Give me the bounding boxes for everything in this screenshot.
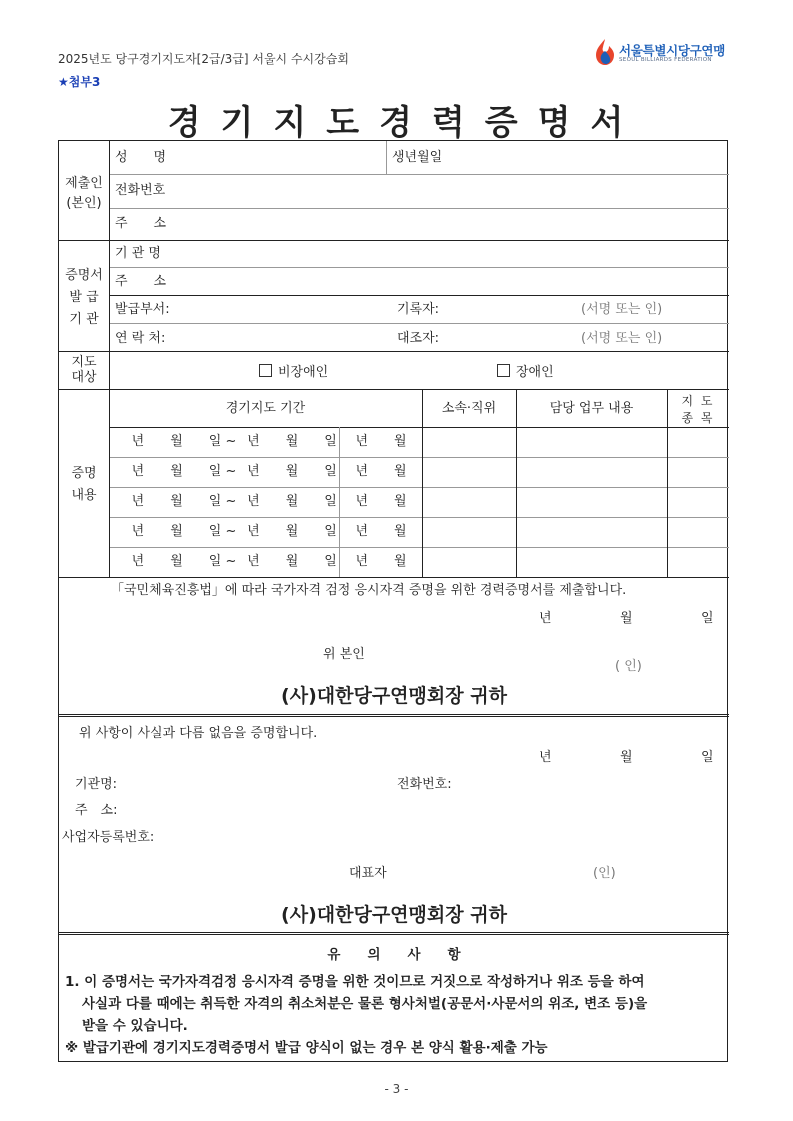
career-row-length: 년 월 bbox=[355, 524, 407, 539]
declaration-month: 월 bbox=[620, 611, 633, 626]
declaration-year: 년 bbox=[539, 611, 552, 626]
issuer-address-label: 주 소 bbox=[115, 274, 167, 289]
phone-label: 전화번호 bbox=[115, 183, 166, 198]
duties-header: 담당 업무 내용 bbox=[549, 401, 634, 416]
declaration-recipient: (사)대한당구연맹회장 귀하 bbox=[281, 685, 507, 707]
page-number: - 3 - bbox=[384, 1082, 409, 1096]
career-row-from: 년 월 일 ~ bbox=[131, 434, 237, 449]
declaration-signer: 위 본인 bbox=[323, 647, 365, 662]
address-label: 주 소 bbox=[115, 216, 167, 231]
period-header: 경기지도 기간 bbox=[225, 401, 306, 416]
contact-label: 연 락 처: bbox=[115, 331, 166, 346]
logo-name: 서울특별시당구연맹 bbox=[619, 43, 725, 58]
declaration-day: 일 bbox=[701, 611, 714, 626]
career-row-length: 년 월 bbox=[355, 494, 407, 509]
declaration-seal: ( 인) bbox=[615, 659, 642, 674]
attachment-label: ★첨부3 bbox=[58, 75, 101, 89]
checker-sign-hint: (서명 또는 인) bbox=[581, 331, 663, 346]
document-title: 경기지도경력증명서 bbox=[167, 103, 644, 143]
cert-representative-label: 대표자 bbox=[349, 866, 387, 881]
notes-item1-line1: 1. 이 증명서는 국가자격검정 응시자격 증명을 위한 것이므로 거짓으로 작성하거나 위조 등을 하여 bbox=[65, 974, 645, 990]
cert-biz-no-label: 사업자등록번호: bbox=[62, 830, 155, 845]
option-disabled[interactable]: 장애인 bbox=[497, 364, 554, 379]
writer-sign-hint: (서명 또는 인) bbox=[581, 302, 663, 317]
position-header: 소속·직위 bbox=[441, 401, 497, 416]
document-header-text: 2025년도 당구경기지도자[2급/3급] 서울시 수시강습회 bbox=[58, 52, 349, 66]
cert-org-label: 기관명: bbox=[75, 777, 118, 792]
career-section-label: 증명 내용 bbox=[71, 466, 97, 503]
certification-statement: 위 사항이 사실과 다름 없음을 증명합니다. bbox=[79, 726, 318, 741]
writer-label: 기록자: bbox=[397, 302, 440, 317]
option-non-disabled[interactable]: 비장애인 bbox=[259, 364, 328, 379]
notes-item1-line3: 받을 수 있습니다. bbox=[82, 1018, 188, 1034]
career-row-to: 년 월 일 bbox=[247, 524, 337, 539]
career-row-from: 년 월 일 ~ bbox=[131, 494, 237, 509]
notes-item1-line2: 사실과 다를 때에는 취득한 자격의 취소처분은 물론 형사처벌(공문서·사문서의 위조, 변조 등)을 bbox=[82, 996, 648, 1012]
submitter-section-label: 제출인 (본인) bbox=[65, 176, 103, 211]
cert-seal: (인) bbox=[593, 866, 616, 881]
federation-logo bbox=[592, 37, 737, 67]
career-row-from: 년 월 일 ~ bbox=[131, 524, 237, 539]
certification-day: 일 bbox=[701, 750, 714, 765]
career-row-from: 년 월 일 ~ bbox=[131, 464, 237, 479]
career-row-to: 년 월 일 bbox=[247, 434, 337, 449]
sport-header: 지 도 종 목 bbox=[681, 394, 715, 425]
cert-address-label: 주 소: bbox=[75, 803, 118, 818]
cert-phone-label: 전화번호: bbox=[397, 777, 452, 792]
name-label: 성 명 bbox=[115, 150, 167, 165]
target-section-label: 지도 대상 bbox=[71, 355, 97, 385]
checkbox-icon[interactable] bbox=[497, 364, 510, 377]
notes-title: 유 의 사 항 bbox=[327, 947, 461, 963]
certification-recipient: (사)대한당구연맹회장 귀하 bbox=[281, 904, 507, 926]
career-row-from: 년 월 일 ~ bbox=[131, 554, 237, 569]
career-row-to: 년 월 일 bbox=[247, 494, 337, 509]
career-row-to: 년 월 일 bbox=[247, 464, 337, 479]
form-frame bbox=[58, 140, 728, 1062]
notes-item2: ※ 발급기관에 경기지도경력증명서 발급 양식이 없는 경우 본 양식 활용·제출 가능 bbox=[65, 1040, 548, 1056]
checker-label: 대조자: bbox=[397, 331, 440, 346]
dept-label: 발급부서: bbox=[115, 302, 170, 317]
certification-year: 년 bbox=[539, 750, 552, 765]
issuer-section-label: 증명서 발 급 기 관 bbox=[65, 268, 103, 327]
federation-flame-logo-icon bbox=[592, 37, 618, 67]
career-row-length: 년 월 bbox=[355, 464, 407, 479]
declaration-statement: 「국민체육진흥법」에 따라 국가자격 검정 응시자격 증명을 위한 경력증명서를 제출합니다. bbox=[111, 583, 627, 598]
logo-subtitle: SEOUL BILLIARDS FEDERATION bbox=[619, 57, 712, 63]
checkbox-icon[interactable] bbox=[259, 364, 272, 377]
certification-month: 월 bbox=[620, 750, 633, 765]
org-name-label: 기 관 명 bbox=[115, 246, 161, 261]
birth-label: 생년월일 bbox=[392, 150, 443, 165]
career-row-length: 년 월 bbox=[355, 434, 407, 449]
career-row-to: 년 월 일 bbox=[247, 554, 337, 569]
career-row-length: 년 월 bbox=[355, 554, 407, 569]
